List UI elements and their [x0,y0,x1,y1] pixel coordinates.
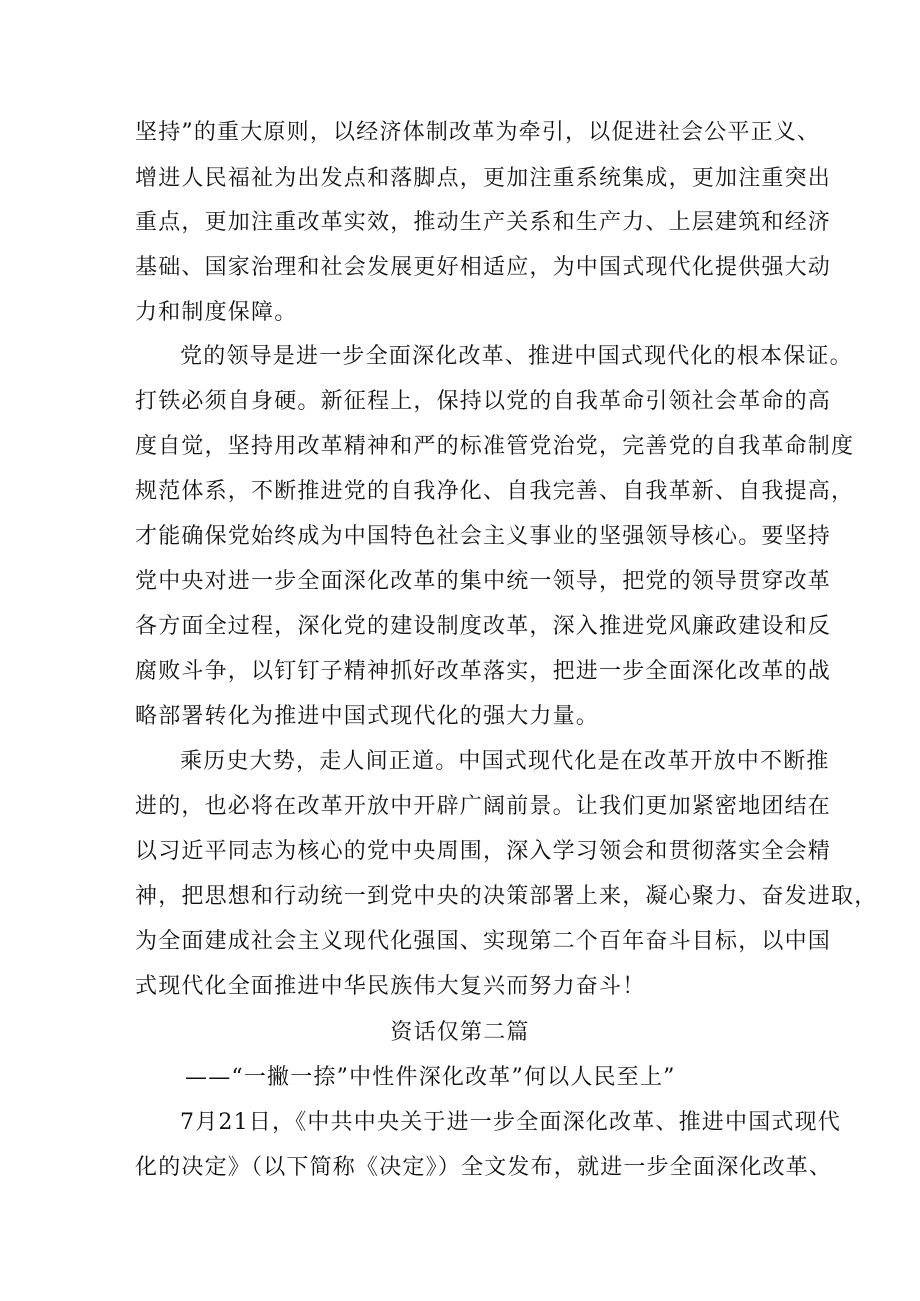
paragraph-2-line-8: 腐败斗争，以钉钉子精神抓好改革落实，把进一步全面深化改革的战 [135,659,832,684]
paragraph-3-line-4: 神，把思想和行动统一到党中央的决策部署上来，凝心聚力、奋发进取， [135,884,878,909]
paragraph-3-line-3: 以习近平同志为核心的党中央周围，深入学习领会和贯彻落实全会精 [135,839,832,864]
section-title: 资话仅第二篇 [390,1020,530,1045]
paragraph-2-line-2: 打铁必须自身硬。新征程上，保持以党的自我革命引领社会革命的高 [135,389,832,414]
paragraph-3-line-5: 为全面建成社会主义现代化强国、实现第二个百年奋斗目标，以中国 [135,929,832,954]
paragraph-2-line-5: 才能确保党始终成为中国特色社会主义事业的坚强领导核心。要坚持 [135,524,832,549]
paragraph-2-line-9: 略部署转化为推进中国式现代化的强大力量。 [135,704,600,729]
paragraph-1-line-1: 坚持”的重大原则，以经济体制改革为牵引，以促进社会公平正义、 [135,120,821,145]
paragraph-2-line-6: 党中央对进一步全面深化改革的集中统一领导，把党的领导贯穿改革 [135,569,832,594]
paragraph-3-line-1: 乘历史大势，走人间正道。中国式现代化是在改革开放中不断推 [180,749,830,774]
paragraph-1-line-5: 力和制度保障。 [135,300,298,325]
paragraph-1-line-2: 增进人民福祉为出发点和落脚点，更加注重系统集成，更加注重突出 [135,166,832,191]
paragraph-4-line-2: 化的决定》（以下简称《决定》）全文发布，就进一步全面深化改革、 [135,1155,833,1180]
paragraph-3-line-2: 进的，也必将在改革开放中开辟广阔前景。让我们更加紧密地团结在 [135,794,832,819]
section-subtitle: ——“一撇一捺”中性件深化改革”何以人民至上” [185,1065,676,1090]
paragraph-2-line-1: 党的领导是进一步全面深化改革、推进中国式现代化的根本保证。 [180,344,853,369]
paragraph-3-line-6: 式现代化全面推进中华民族伟大复兴而努力奋斗！ [135,974,646,999]
paragraph-2-line-4: 规范体系，不断推进党的自我净化、自我完善、自我革新、自我提高， [135,479,855,504]
paragraph-2-line-3: 度自觉，坚持用改革精神和严的标准管党治党，完善党的自我革命制度 [135,434,855,459]
paragraph-4-line-1: 7月21日，《中共中央关于进一步全面深化改革、推进中国式现代 [180,1110,841,1135]
paragraph-2-line-7: 各方面全过程，深化党的建设制度改革，深入推进党风廉政建设和反 [135,614,832,639]
paragraph-1-line-3: 重点，更加注重改革实效，推动生产关系和生产力、上层建筑和经济 [135,210,832,235]
paragraph-1-line-4: 基础、国家治理和社会发展更好相适应，为中国式现代化提供强大动 [135,255,832,280]
